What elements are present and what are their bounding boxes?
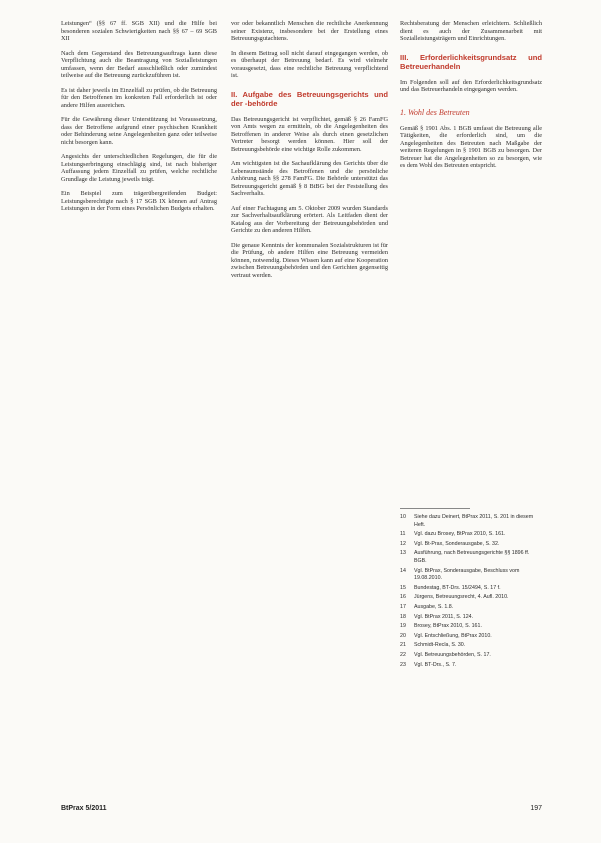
footnote: 21 Schmidt-Recla, S. 30. <box>400 642 466 649</box>
footnote: 10 Siehe dazu Deinert, BtPrax 2011, S. 201 in diesem Heft. <box>400 514 534 528</box>
footnote: 14 Vgl. BtPrax, Sonderausgabe, Beschluss vom 19.08.2010. <box>400 567 520 582</box>
text-column-3 <box>400 20 542 177</box>
text-column-2 <box>231 20 388 286</box>
page-number: 197 <box>530 805 542 812</box>
paragraph: Es ist daher jeweils im Einzelfall zu prüfen, ob die Betreuung für den Betroffenen im konkreten Fall erforderlich ist oder andere Hilfen ausreichen. <box>61 86 217 109</box>
journal-issue: BtPrax 5/2011 <box>61 805 107 812</box>
footnote: 16 Jürgens, Betreuungsrecht, 4. Aufl. 2010. <box>400 594 509 601</box>
section-heading-2: II. Aufgabe des Betreuungsgerichts und der -behörde <box>231 89 388 108</box>
section-heading-3: III. Erforderlichkeitsgrundsatz und Betreuerhandeln <box>400 52 542 71</box>
paragraph: Gemäß § 1901 Abs. 1 BGB umfasst die Betreuung alle Tätigkeiten, die erforderlich sind, um die Angelegenheiten des Betreuten nach Maßgabe der weiteren Regelungen in § 1901 BGB zu besorgen. Der Betreuer hat die Angelegenheiten so zu besorgen, wie es dem Wohl des Betreuten entspricht. <box>400 124 542 169</box>
page-footer <box>61 805 542 817</box>
footnote: 12 Vgl. Bt-Prax, Sonderausgabe, S. 32. <box>400 540 500 547</box>
paragraph: Auf einer Fachtagung am 5. Oktober 2009 wurden Standards zur Sachverhaltsaufklärung erörtert. Als Leitfaden dient der Katalog aus der Vorbereitung der Betreuungsbehörden und Gerichte zu den anderen Hilfen. <box>231 204 388 234</box>
paragraph: vor oder bekanntlich Menschen die rechtliche Anerkennung seiner Existenz, insbesondere bei der Erstellung eines Betreuungsgutachtens. <box>231 20 388 42</box>
footnote: 11 Vgl. dazu Brosey, BtPrax 2010, S. 161. <box>400 531 506 538</box>
paragraph: Im Folgenden soll auf den Erforderlichkeitsgrundsatz und das Betreuerhandeln eingegangen werden. <box>400 78 542 93</box>
paragraph: Die genaue Kenntnis der kommunalen Sozialstrukturen ist für die Prüfung, ob andere Hilfen eine Betreuung vermeiden können, notwendig. Dieses Wissen kann auf eine Kooperation zwischen Betreuungsbehörden und den Gerichten gegenseitig vertraut werden. <box>231 241 388 279</box>
footnote: 20 Vgl. Entschließung, BtPrax 2010. <box>400 632 492 639</box>
paragraph: Angesichts der unterschiedlichen Regelungen, die für die Leistungserbringung einschlägig sind, ist nach bisheriger Auffassung jedem Einzelfall zu prüfen, welche rechtliche Grundlage die Leistung jeweils trägt. <box>61 153 217 183</box>
text-column-1 <box>61 20 217 220</box>
paragraph: Am wichtigsten ist die Sachaufklärung des Gerichts über die Lebensumstände des Betroffenen und die persönliche Anhörung nach §§ 278 FamFG. Die Behörde unterstützt das Betreuungsgericht gemäß § 8 BtBG bei der Feststellung des Sachverhalts. <box>231 160 388 197</box>
paragraph: Nach dem Gegenstand des Betreuungsauftrags kann diese Verpflichtung auch die Beantragung von Sozialleistungen umfassen, wenn der Bedarf ausschließlich oder zumindest teilweise auf die Betreuung zurückzuführen ist. <box>61 49 217 79</box>
footnote: 13 Ausführung, nach Betreuungsgerichte §§ 1896 ff. BGB. <box>400 550 530 564</box>
subsection-heading-1: 1. Wohl des Betreuten <box>400 107 470 117</box>
paragraph: Für die Gewährung dieser Unterstützung ist Voraussetzung, dass der Betroffene aufgrund einer psychischen Krankheit oder Behinderung seine Angelegenheiten ganz oder teilweise nicht besorgen kann. <box>61 116 217 146</box>
footnote: 19 Brosey, BtPrax 2010, S. 161. <box>400 623 482 630</box>
footnote: 15 Bundestag, BT-Drs. 15/2494, S. 17 f. <box>400 584 501 591</box>
paragraph: Leistungen“ (§§ 67 ff. SGB XII) und die Hilfe bei besonderen sozialen Schwierigkeiten nach §§ 67 – 69 SGB XII <box>61 20 217 42</box>
footnotes <box>400 514 542 671</box>
paragraph: In diesem Beitrag soll nicht darauf eingegangen werden, ob es überhaupt der Betreuung bedarf. Es wird vielmehr vorausgesetzt, dass eine rechtliche Betreuung verpflichtend ist. <box>231 49 388 79</box>
footnote: 18 Vgl. BtPrax 2011, S. 124. <box>400 613 474 620</box>
paragraph: Das Betreuungsgericht ist verpflichtet, gemäß § 26 FamFG von Amts wegen zu ermitteln, ob die Angelegenheiten des Betroffenen in anderer Weise als durch einen gesetzlichen Vertreter besorgt werden können. Hier soll der Betreuungsbehörde eine wichtige Rolle zukommen. <box>231 115 388 153</box>
paragraph: Ein Beispiel zum trägerübergreifenden Budget: Leistungsberechtigte nach § 17 SGB IX können auf Antrag Leistungen in der Form eines Persönlichen Budgets erhalten. <box>61 190 217 212</box>
footnote: 23 Vgl. BT-Drs., S. 7. <box>400 661 457 668</box>
footnote: 17 Ausgabe, S. 1.8. <box>400 603 454 610</box>
footnote-divider <box>400 508 470 509</box>
footnote: 22 Vgl. Betreuungsbehörden, S. 17. <box>400 651 491 658</box>
paragraph: Rechtsberatung der Menschen erleichtern. Schließlich dient es auch der Zusammenarbeit mit Sozialleistungsträgern und Einrichtungen. <box>400 20 542 42</box>
